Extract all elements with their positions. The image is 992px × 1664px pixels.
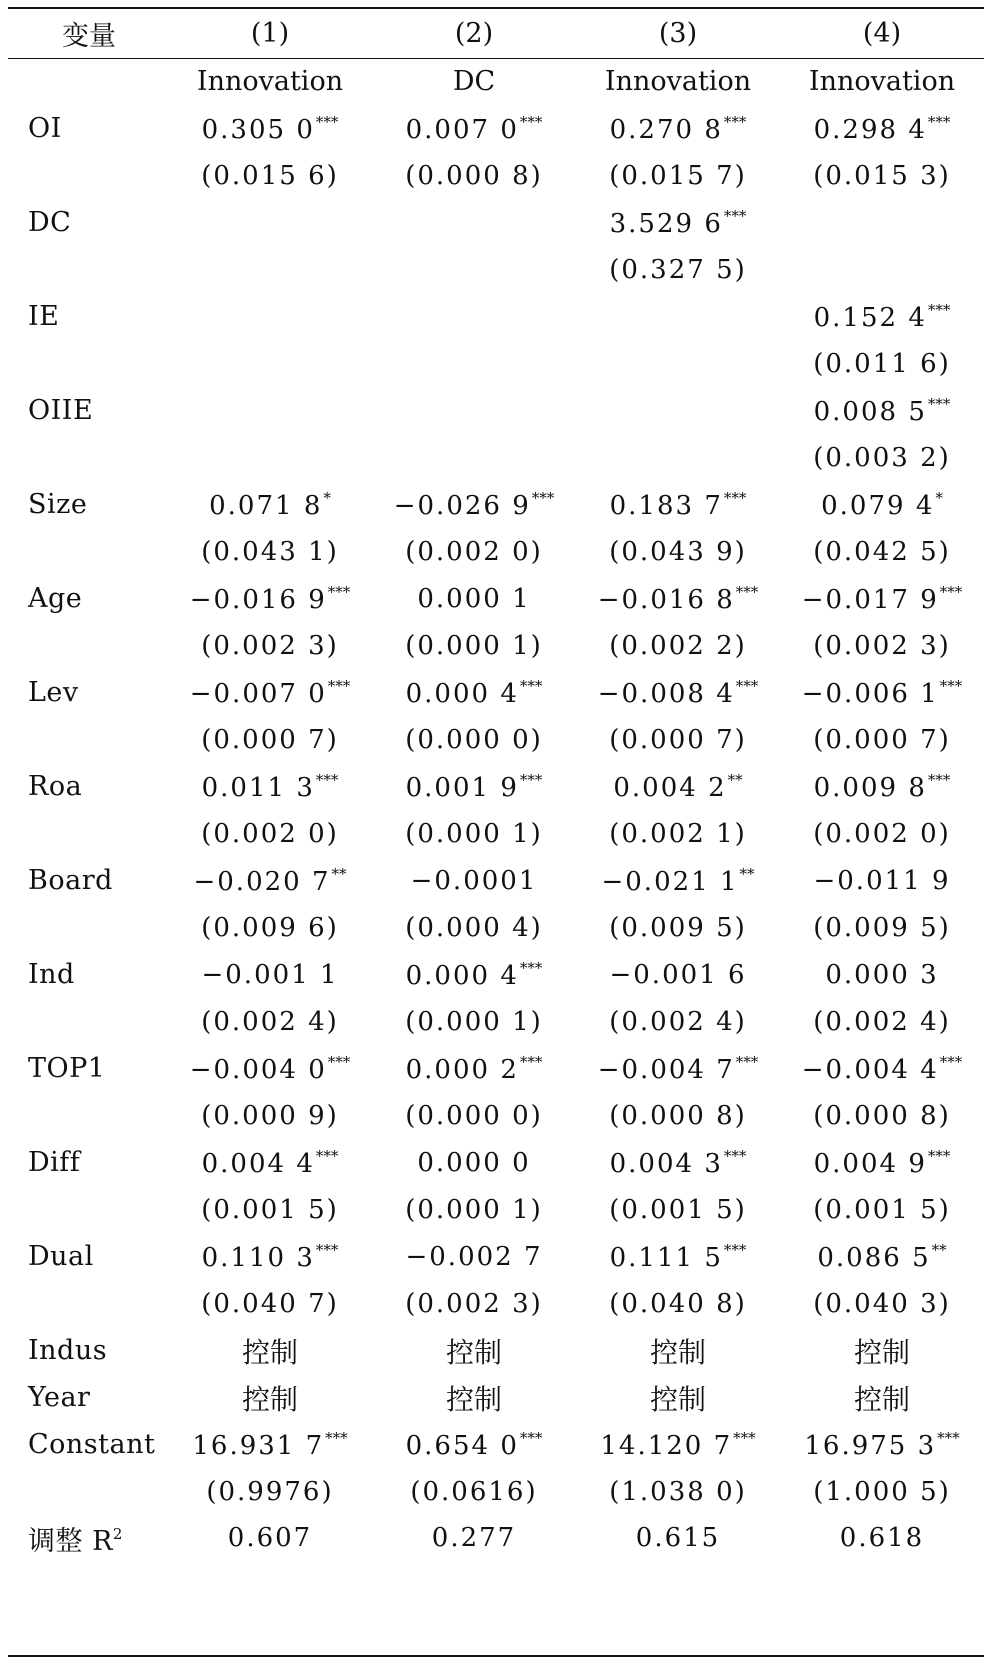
significance-stars: * [323,488,331,507]
coefficient-value: 0.654 0 [405,1430,519,1461]
standard-error-cell: (0.002 0) [201,818,339,849]
control-cell: 控制 [445,1335,502,1369]
adjusted-r2-label: 调整 R [28,1525,113,1557]
row-label-constant: Constant [28,1429,156,1460]
dependent-variable-label [8,58,168,105]
significance-stars: *** [531,488,555,507]
row-label-adjusted-r2 [8,1515,168,1561]
coefficient-value: 0.000 3 [825,959,939,990]
significance-stars: *** [927,394,951,413]
variable-header: 变量 [62,21,116,52]
control-cell: 控制 [649,1382,706,1416]
control-cell: 控制 [853,1335,910,1369]
row-label-blank [8,1280,168,1327]
standard-error-cell [168,434,372,481]
r2-superscript: 2 [112,1524,123,1543]
coefficient-row-diff [8,1139,984,1186]
standard-error-cell: (0.002 4) [609,1006,747,1037]
standard-error-cell: (0.002 4) [813,1006,951,1037]
row-label-roa: Roa [28,771,83,802]
coefficient-cell [780,951,984,998]
significance-stars: *** [325,1428,348,1447]
coefficient-cell [780,1233,984,1280]
standard-error-cell: (0.000 1) [405,630,543,661]
coefficient-cell [780,1421,984,1468]
significance-stars: *** [735,582,759,601]
coefficient-row-roa [8,763,984,810]
standard-error-cell: (0.000 1) [405,1194,543,1225]
significance-stars: *** [927,300,951,319]
standard-error-cell [168,340,372,387]
standard-error-row-age [8,622,984,669]
significance-stars: *** [939,676,963,695]
coefficient-cell [576,575,780,622]
standard-error-cell: (0.000 7) [813,724,951,755]
coefficient-row-ie [8,293,984,340]
coefficient-value: 0.071 8 [209,490,323,521]
coefficient-cell [372,951,576,998]
coefficient-value: 14.120 7 [600,1430,733,1461]
coefficient-cell [576,951,780,998]
standard-error-cell: (0.015 3) [813,160,951,191]
standard-error-cell: (0.000 8) [405,160,543,191]
coefficient-cell [780,1139,984,1186]
standard-error-cell [780,246,984,293]
row-label-blank [8,716,168,763]
significance-stars: *** [315,112,339,131]
standard-error-cell: (0.000 0) [405,724,543,755]
standard-error-cell: (0.000 8) [609,1100,747,1131]
significance-stars: *** [315,770,339,789]
row-label-dc: DC [28,207,72,238]
coefficient-cell [372,857,576,904]
standard-error-row-board [8,904,984,951]
standard-error-cell: (0.043 9) [609,536,747,567]
coefficient-row-oiie [8,387,984,434]
coefficient-row-dual [8,1233,984,1280]
coefficient-cell [372,481,576,528]
significance-stars: *** [327,582,351,601]
coefficient-cell [780,857,984,904]
coefficient-cell [576,857,780,904]
row-label-age: Age [28,583,83,614]
standard-error-cell: (0.000 1) [405,818,543,849]
column-header-3: (3) [658,18,698,49]
standard-error-cell: (0.000 4) [405,912,543,943]
coefficient-value: 0.110 3 [201,1242,315,1273]
coefficient-cell [372,199,576,246]
standard-error-cell: (0.043 1) [201,536,339,567]
adjusted-r2-row [8,1515,984,1561]
standard-error-cell: (0.002 4) [201,1006,339,1037]
adjusted-r2-cell: 0.607 [227,1523,313,1553]
coefficient-value: −0.004 0 [189,1054,327,1085]
regression-table [8,9,984,1561]
coefficient-value: −0.006 1 [801,678,939,709]
coefficient-cell [168,1421,372,1468]
coefficient-value: 0.009 8 [813,772,927,803]
row-label-blank [8,998,168,1045]
standard-error-row-dc [8,246,984,293]
coefficient-cell [372,1139,576,1186]
coefficient-value: −0.020 7 [193,866,331,897]
coefficient-row-lev [8,669,984,716]
coefficient-value: −0.001 6 [609,959,747,990]
significance-stars: ** [727,770,743,789]
standard-error-row-lev [8,716,984,763]
coefficient-cell [168,763,372,810]
row-label-oi: OI [28,113,62,144]
coefficient-cell [372,293,576,340]
control-cell: 控制 [241,1335,298,1369]
significance-stars: *** [927,770,951,789]
significance-stars: *** [519,958,543,977]
coefficient-row-dc [8,199,984,246]
coefficient-cell [168,1139,372,1186]
standard-error-cell: (0.009 6) [201,912,339,943]
row-label-blank [8,622,168,669]
coefficient-cell [576,1139,780,1186]
coefficient-cell [780,1045,984,1092]
significance-stars: *** [939,582,963,601]
standard-error-cell: (0.009 5) [609,912,747,943]
standard-error-cell: (0.0616) [410,1476,538,1507]
control-cell: 控制 [853,1382,910,1416]
standard-error-cell: (1.038 0) [609,1476,747,1507]
row-label-diff: Diff [28,1147,81,1178]
standard-error-row-oi [8,152,984,199]
coefficient-value: 0.000 4 [405,678,519,709]
coefficient-row-size [8,481,984,528]
standard-error-cell [576,434,780,481]
row-label-size: Size [28,489,88,520]
standard-error-cell: (0.000 8) [813,1100,951,1131]
coefficient-value: −0.017 9 [801,584,939,615]
coefficient-value: 0.011 3 [201,772,315,803]
coefficient-value: 0.111 5 [609,1242,723,1273]
coefficient-value: −0.008 4 [597,678,735,709]
coefficient-cell [576,1233,780,1280]
dependent-variable-2: DC [452,66,496,97]
column-header-4: (4) [862,18,902,49]
significance-stars: ** [331,864,347,883]
standard-error-row-dual [8,1280,984,1327]
coefficient-value: 0.183 7 [609,490,723,521]
significance-stars: *** [723,488,747,507]
coefficient-cell [372,105,576,152]
coefficient-value: 0.004 9 [813,1148,927,1179]
coefficient-value: 0.298 4 [813,114,927,145]
control-cell: 控制 [445,1382,502,1416]
coefficient-cell [372,1045,576,1092]
significance-stars: *** [327,1052,351,1071]
row-label-year: Year [28,1382,91,1413]
coefficient-cell [780,105,984,152]
row-label-oiie: OIIE [28,395,94,426]
coefficient-cell [168,387,372,434]
row-label-ind: Ind [28,959,75,990]
coefficient-value: 0.000 0 [417,1147,531,1178]
standard-error-cell: (0.000 1) [405,1006,543,1037]
coefficient-row-oi [8,105,984,152]
standard-error-cell: (0.015 7) [609,160,747,191]
coefficient-cell [780,481,984,528]
standard-error-cell: (0.000 9) [201,1100,339,1131]
standard-error-row-ind [8,998,984,1045]
dependent-variable-3: Innovation [604,66,752,97]
standard-error-cell [576,340,780,387]
coefficient-value: 0.152 4 [813,302,927,333]
coefficient-cell [372,387,576,434]
header-row [8,9,984,58]
coefficient-value: −0.026 9 [393,490,531,521]
coefficient-cell [168,481,372,528]
control-row-year [8,1374,984,1421]
coefficient-cell [576,481,780,528]
coefficient-value: 0.079 4 [821,490,935,521]
coefficient-cell [780,669,984,716]
significance-stars: ** [739,864,755,883]
row-label-blank [8,152,168,199]
standard-error-cell: (0.002 1) [609,818,747,849]
coefficient-cell [576,293,780,340]
coefficient-value: 0.305 0 [201,114,315,145]
coefficient-value: 0.000 1 [417,583,531,614]
coefficient-value: 3.529 6 [609,208,723,239]
standard-error-cell: (1.000 5) [813,1476,951,1507]
coefficient-cell [780,293,984,340]
dependent-variable-row [8,58,984,105]
coefficient-cell [780,575,984,622]
row-label-blank [8,246,168,293]
coefficient-value: −0.0001 [410,865,538,896]
dependent-variable-4: Innovation [808,66,956,97]
dependent-variable-1: Innovation [196,66,344,97]
coefficient-value: 0.004 2 [613,772,727,803]
coefficient-cell [780,199,984,246]
row-label-blank [8,1468,168,1515]
standard-error-row-oiie [8,434,984,481]
control-cell: 控制 [241,1382,298,1416]
coefficient-value: 0.000 4 [405,960,519,991]
coefficient-value: 0.000 2 [405,1054,519,1085]
row-label-blank [8,1186,168,1233]
row-label-blank [8,1092,168,1139]
standard-error-cell: (0.001 5) [201,1194,339,1225]
row-label-indus: Indus [28,1335,108,1366]
significance-stars: *** [315,1240,339,1259]
standard-error-row-size [8,528,984,575]
coefficient-cell [576,763,780,810]
significance-stars: *** [927,1146,951,1165]
standard-error-cell: (0.327 5) [609,254,747,285]
coefficient-value: 0.086 5 [817,1242,931,1273]
coefficient-value: −0.021 1 [601,866,739,897]
standard-error-cell: (0.040 7) [201,1288,339,1319]
coefficient-cell [576,669,780,716]
standard-error-cell: (0.001 5) [609,1194,747,1225]
row-label-top1: TOP1 [28,1053,106,1084]
row-label-board: Board [28,865,113,896]
coefficient-cell [372,1421,576,1468]
significance-stars: *** [723,112,747,131]
standard-error-cell [372,434,576,481]
coefficient-cell [576,199,780,246]
column-header-2: (2) [454,18,494,49]
standard-error-cell [372,340,576,387]
bottom-rule [8,1655,984,1657]
coefficient-cell [576,387,780,434]
coefficient-cell [168,105,372,152]
control-row-indus [8,1327,984,1374]
row-label-blank [8,904,168,951]
row-label-blank [8,810,168,857]
standard-error-cell: (0.9976) [206,1476,334,1507]
standard-error-cell: (0.011 6) [813,348,951,379]
coefficient-row-ind [8,951,984,998]
standard-error-cell: (0.001 5) [813,1194,951,1225]
coefficient-value: −0.002 7 [405,1241,543,1272]
column-header-1: (1) [250,18,290,49]
adjusted-r2-cell: 0.615 [635,1523,721,1553]
significance-stars: *** [327,676,351,695]
coefficient-value: 0.008 5 [813,396,927,427]
adjusted-r2-cell: 0.618 [839,1523,925,1553]
significance-stars: *** [519,676,543,695]
coefficient-value: 0.270 8 [609,114,723,145]
significance-stars: *** [519,1428,543,1447]
significance-stars: *** [315,1146,339,1165]
standard-error-row-constant [8,1468,984,1515]
standard-error-cell: (0.002 2) [609,630,747,661]
coefficient-cell [168,669,372,716]
coefficient-row-age [8,575,984,622]
coefficient-cell [168,1233,372,1280]
significance-stars: *** [927,112,951,131]
significance-stars: *** [519,112,543,131]
standard-error-cell: (0.009 5) [813,912,951,943]
significance-stars: * [935,488,943,507]
significance-stars: *** [939,1052,963,1071]
coefficient-value: 0.001 9 [405,772,519,803]
standard-error-cell: (0.003 2) [813,442,951,473]
row-label-blank [8,340,168,387]
coefficient-row-board [8,857,984,904]
standard-error-cell: (0.000 0) [405,1100,543,1131]
significance-stars: *** [735,676,759,695]
coefficient-row-top1 [8,1045,984,1092]
coefficient-cell [780,387,984,434]
significance-stars: *** [723,1146,747,1165]
row-label-blank [8,528,168,575]
standard-error-cell: (0.002 0) [405,536,543,567]
coefficient-cell [372,763,576,810]
coefficient-cell [372,1233,576,1280]
row-label-dual: Dual [28,1241,94,1272]
significance-stars: *** [519,1052,543,1071]
standard-error-cell: (0.042 5) [813,536,951,567]
coefficient-value: −0.004 7 [597,1054,735,1085]
coefficient-cell [372,669,576,716]
significance-stars: *** [735,1052,759,1071]
coefficient-value: −0.007 0 [189,678,327,709]
standard-error-cell: (0.002 3) [813,630,951,661]
coefficient-cell [168,199,372,246]
significance-stars: *** [937,1428,960,1447]
standard-error-cell: (0.002 0) [813,818,951,849]
standard-error-cell: (0.002 3) [201,630,339,661]
significance-stars: *** [723,206,747,225]
standard-error-cell: (0.040 8) [609,1288,747,1319]
standard-error-cell: (0.015 6) [201,160,339,191]
coefficient-cell [576,1045,780,1092]
coefficient-value: 0.007 0 [405,114,519,145]
row-label-ie: IE [28,301,60,332]
standard-error-cell: (0.000 7) [609,724,747,755]
adjusted-r2-cell: 0.277 [431,1523,517,1553]
coefficient-value: −0.016 8 [597,584,735,615]
significance-stars: *** [733,1428,756,1447]
standard-error-row-top1 [8,1092,984,1139]
coefficient-value: −0.004 4 [801,1054,939,1085]
coefficient-row-constant [8,1421,984,1468]
coefficient-cell [576,105,780,152]
coefficient-value: 16.975 3 [804,1430,937,1461]
coefficient-cell [168,293,372,340]
standard-error-cell [372,246,576,293]
row-label-lev: Lev [28,677,79,708]
row-label-blank [8,434,168,481]
significance-stars: *** [519,770,543,789]
standard-error-row-roa [8,810,984,857]
coefficient-value: 16.931 7 [192,1430,325,1461]
coefficient-cell [168,575,372,622]
control-cell: 控制 [649,1335,706,1369]
coefficient-cell [168,857,372,904]
coefficient-value: −0.011 9 [813,865,951,896]
significance-stars: *** [723,1240,747,1259]
standard-error-row-diff [8,1186,984,1233]
standard-error-cell: (0.000 7) [201,724,339,755]
coefficient-value: 0.004 3 [609,1148,723,1179]
coefficient-cell [780,763,984,810]
coefficient-value: −0.016 9 [189,584,327,615]
coefficient-cell [576,1421,780,1468]
standard-error-cell: (0.002 3) [405,1288,543,1319]
coefficient-value: 0.004 4 [201,1148,315,1179]
standard-error-cell [168,246,372,293]
significance-stars: ** [931,1240,947,1259]
standard-error-cell: (0.040 3) [813,1288,951,1319]
coefficient-cell [168,951,372,998]
coefficient-cell [168,1045,372,1092]
coefficient-cell [372,575,576,622]
coefficient-value: −0.001 1 [201,959,339,990]
standard-error-row-ie [8,340,984,387]
